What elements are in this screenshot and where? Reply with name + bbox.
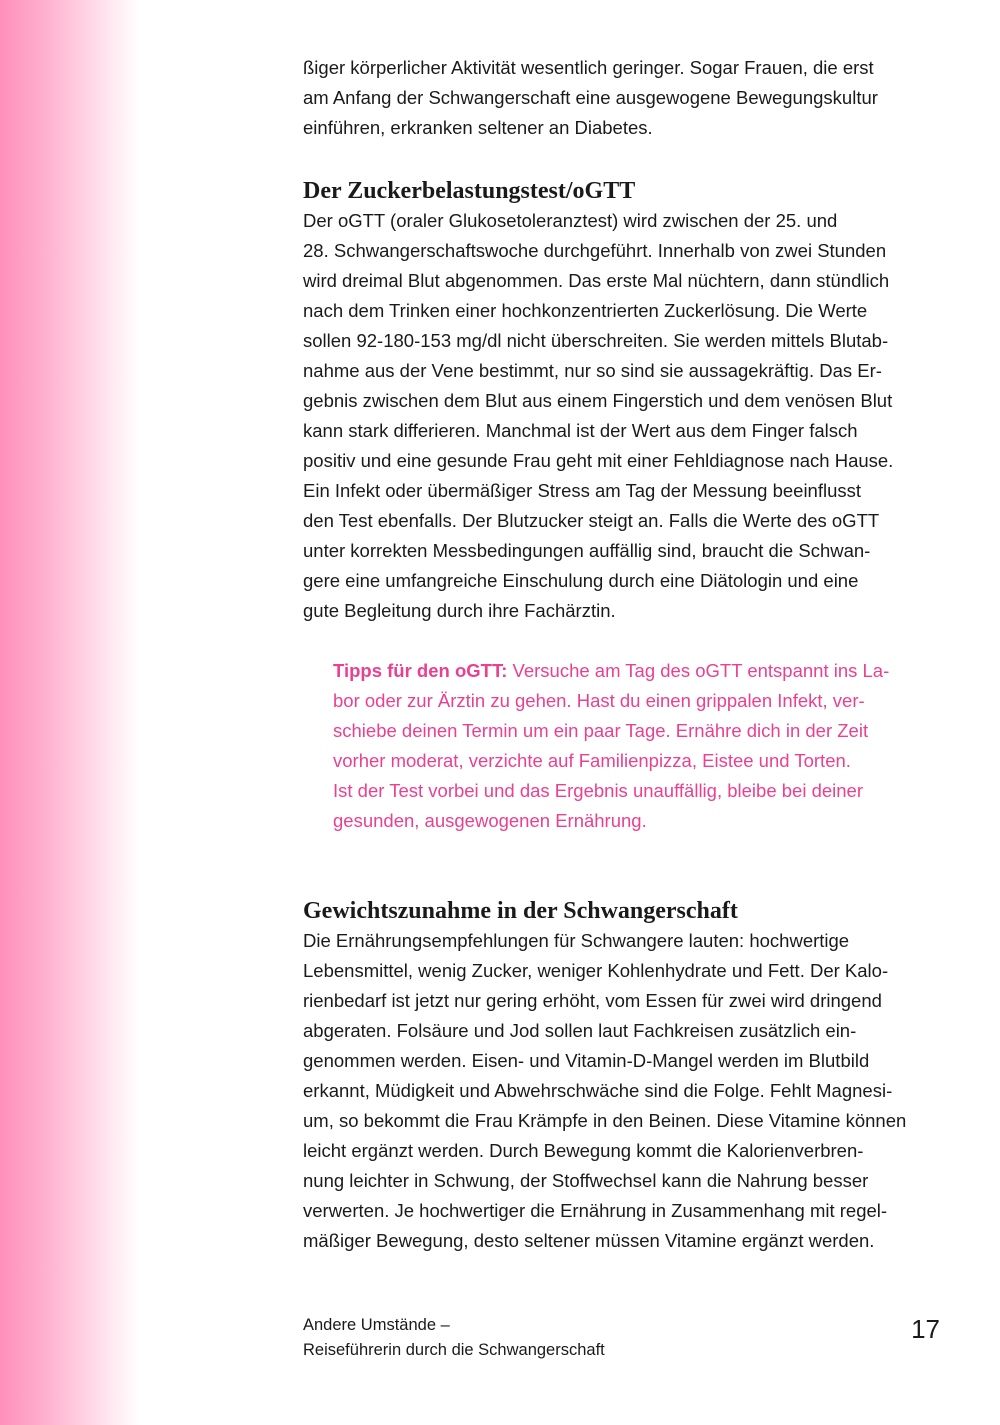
text-line: abgeraten. Folsäure und Jod sollen laut Fachkreisen zusätzlich ein- [303,1020,857,1041]
text-line: nach dem Trinken einer hochkonzentrierten Zuckerlösung. Die Werte [303,300,868,321]
side-gradient-bar [0,0,140,1425]
tip-line: bor oder zur Ärztin zu gehen. Hast du einen grippalen Infekt, ver- [333,690,865,711]
tip-label: Tipps für den oGTT: [333,660,508,681]
text-line: nung leichter in Schwung, der Stoffwechsel kann die Nahrung besser [303,1170,869,1191]
tip-box-ogtt [333,656,948,836]
tip-first-line [333,656,948,686]
section-heading-weight-gain: Gewichtszunahme in der Schwangerschaft [303,898,738,924]
text-line: genommen werden. Eisen- und Vitamin-D-Mangel werden im Blutbild [303,1050,870,1071]
text-line: Die Ernährungsempfehlungen für Schwangere lauten: hochwertige [303,930,850,951]
intro-line: ßiger körperlicher Aktivität wesentlich geringer. Sogar Frauen, die erst [303,57,874,78]
page-number: 17 [911,1314,940,1344]
text-line: gere eine umfangreiche Einschulung durch eine Diätologin und eine [303,570,859,591]
text-line: um, so bekommt die Frau Krämpfe in den Beinen. Diese Vitamine können [303,1110,907,1131]
text-line: Ein Infekt oder übermäßiger Stress am Tag der Messung beeinflusst [303,480,862,501]
tip-first-line-text: Versuche am Tag des oGTT entspannt ins La- [507,660,890,681]
text-line: gebnis zwischen dem Blut aus einem Fingerstich und dem venösen Blut [303,390,893,411]
text-line: rienbedarf ist jetzt nur gering erhöht, vom Essen für zwei wird dringend [303,990,882,1011]
text-line: leicht ergänzt werden. Durch Bewegung kommt die Kalorienverbren- [303,1140,864,1161]
text-line: verwerten. Je hochwertiger die Ernährung in Zusammenhang mit regel- [303,1200,888,1221]
tip-line: Ist der Test vorbei und das Ergebnis unauffällig, bleibe bei deiner [333,780,863,801]
footer-book-subtitle: Reiseführerin durch die Schwangerschaft [303,1341,605,1359]
text-line: erkannt, Müdigkeit und Abwehrschwäche sind die Folge. Fehlt Magnesi- [303,1080,893,1101]
tip-line: gesunden, ausgewogenen Ernährung. [333,810,647,831]
text-line: Der oGTT (oraler Glukosetoleranztest) wird zwischen der 25. und [303,210,838,231]
text-line: wird dreimal Blut abgenommen. Das erste Mal nüchtern, dann stündlich [303,270,890,291]
text-line: kann stark differieren. Manchmal ist der Wert aus dem Finger falsch [303,420,858,441]
text-line: sollen 92-180-153 mg/dl nicht überschreiten. Sie werden mittels Blutab- [303,330,889,351]
text-line: nahme aus der Vene bestimmt, nur so sind sie aussagekräftig. Das Er- [303,360,882,381]
section-heading-ogtt: Der Zuckerbelastungstest/oGTT [303,178,636,204]
text-line: 28. Schwangerschaftswoche durchgeführt. Innerhalb von zwei Stunden [303,240,887,261]
intro-line: einführen, erkranken seltener an Diabetes. [303,117,653,138]
text-line: Lebensmittel, wenig Zucker, weniger Kohlenhydrate und Fett. Der Kalo- [303,960,889,981]
section-weight-gain-paragraph [303,926,948,1256]
footer-book-title: Andere Umstände – [303,1316,450,1334]
text-line: positiv und eine gesunde Frau geht mit einer Fehldiagnose nach Hause. [303,450,894,471]
text-line: gute Begleitung durch ihre Fachärztin. [303,600,616,621]
intro-line: am Anfang der Schwangerschaft eine ausgewogene Bewegungskultur [303,87,878,108]
page-content [303,53,948,1256]
tip-line: vorher moderat, verzichte auf Familienpizza, Eistee und Torten. [333,750,851,771]
intro-paragraph [303,53,948,143]
text-line: den Test ebenfalls. Der Blutzucker steigt an. Falls die Werte des oGTT [303,510,880,531]
section-ogtt-paragraph [303,206,948,626]
text-line: unter korrekten Messbedingungen auffällig sind, braucht die Schwan- [303,540,871,561]
tip-line: schiebe deinen Termin um ein paar Tage. Ernähre dich in der Zeit [333,720,869,741]
text-line: mäßiger Bewegung, desto seltener müssen Vitamine ergänzt werden. [303,1230,875,1251]
page-footer [303,1313,943,1363]
section-weight-gain [303,896,948,1256]
section-ogtt [303,176,948,626]
